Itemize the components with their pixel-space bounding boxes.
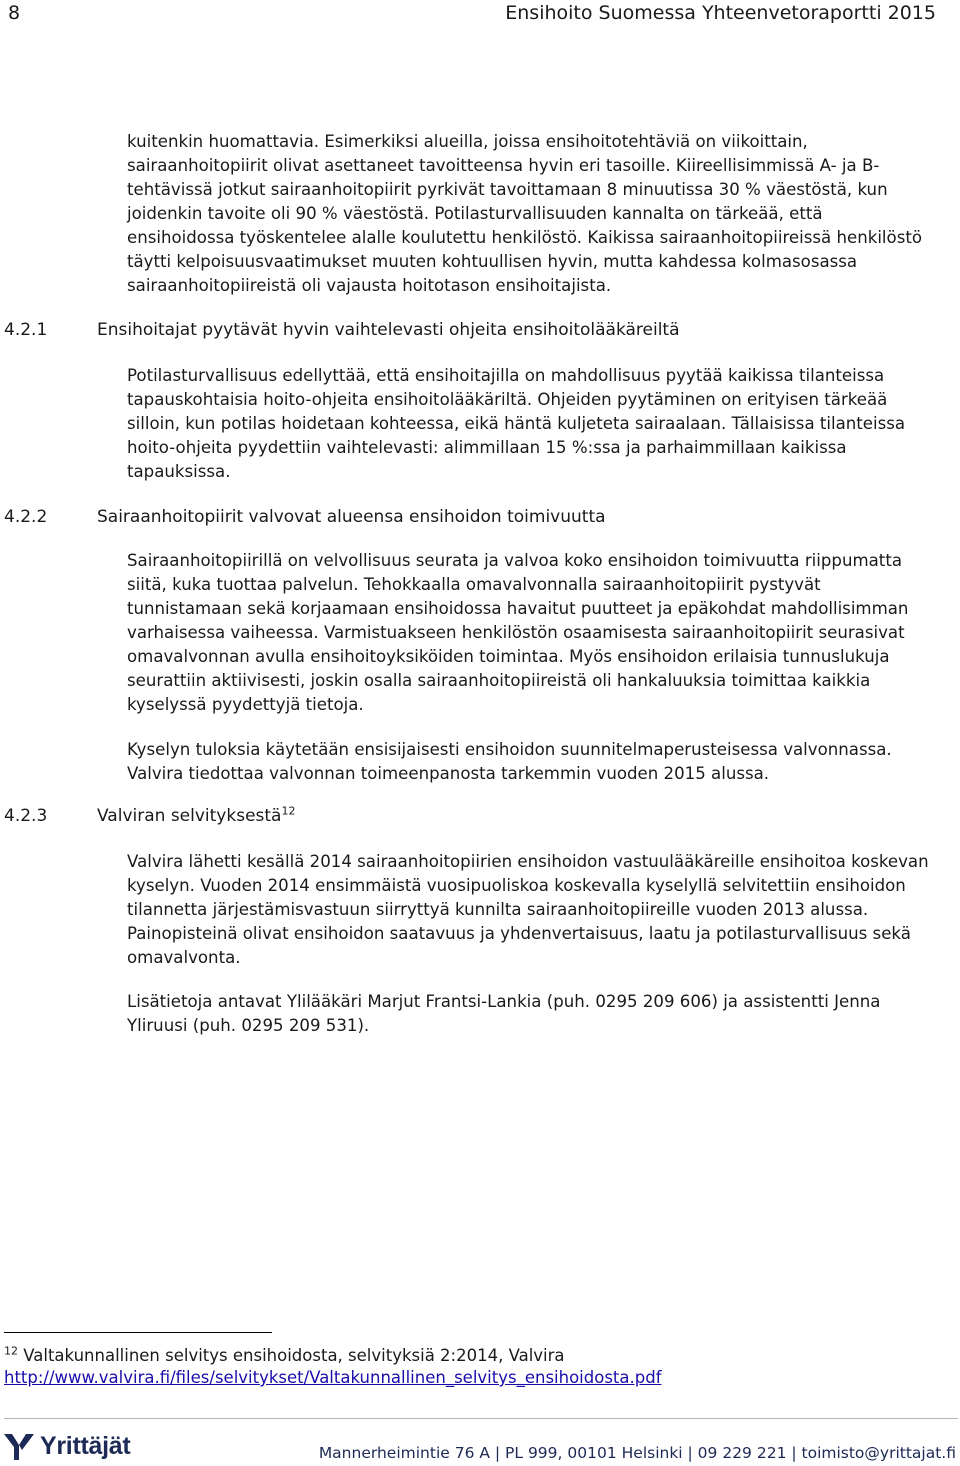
footnote-link[interactable]: http://www.valvira.fi/files/selvitykset/Valtakunnallinen_selvitys_ensihoidosta.pdf	[4, 1368, 662, 1387]
section-title: Valviran selvityksestä	[97, 806, 282, 826]
section-number: 4.2.2	[4, 507, 48, 527]
yrittajat-logo	[4, 1428, 130, 1464]
page-number: 8	[8, 2, 21, 24]
footnote-text: Valtakunnallinen selvitys ensihoidosta, selvityksiä 2:2014, Valvira	[23, 1346, 565, 1365]
section-4-2-2-paragraph-2: Kyselyn tuloksia käytetään ensisijaisesti ensihoidon suunnitelmaperusteisessa valvonnassa. Valvira tiedottaa valvonnan toimeenpanosta tarkemmin vuoden 2015 alussa.	[127, 740, 892, 783]
section-number: 4.2.1	[4, 320, 48, 340]
yrittajat-logo-icon	[4, 1431, 34, 1461]
footnote-text-line	[4, 1345, 662, 1367]
intro-paragraph: kuitenkin huomattavia. Esimerkiksi alueilla, joissa ensihoitotehtäviä on viikoittain, sairaanhoitopiirit olivat asettaneet tavoitteensa hyvin eri tasoille. Kiireellisimmissä A- ja B-tehtävissä jotkut sairaanhoitopiirit pyrkivät tavoittamaan 8 minuutissa 30 % väestöstä, kun joidenkin tavoite oli 90 % väestöstä. Potilasturvallisuuden kannalta on tärkeää, että ensihoidossa työskentelee alalle koulutettu henkilöstö. Kaikissa sairaanhoitopiireissä henkilöstö täytti kelpoisuusvaatimukset muuten kohtuullisen hyvin, mutta kahdessa kolmasosassa sairaanhoitopiireistä oli vajausta hoitotason ensihoitajista.	[127, 132, 922, 295]
section-title-wrapper	[97, 804, 295, 828]
logo-wordmark: Yrittäjät	[40, 1431, 131, 1460]
footnote-separator	[4, 1332, 272, 1333]
section-4-2-1-paragraph: Potilasturvallisuus edellyttää, että ensihoitajilla on mahdollisuus pyytää kaikissa tilanteissa tapauskohtaisia hoito-ohjeita ensihoitolääkäriltä. Ohjeiden pyytäminen on erityisen tärkeää silloin, kun potilas hoidetaan kohteessa, eikä häntä kuljeteta sairaalaan. Tällaisissa tilanteissa hoito-ohjeita pyydettiin vaihtelevasti: alimmillaan 15 %:ssa ja parhaimmillaan kaikissa tapauksissa.	[127, 366, 906, 481]
section-4-2-2-paragraph-1: Sairaanhoitopiirillä on velvollisuus seurata ja valvoa koko ensihoidon toimivuutta riippumatta siitä, kuka tuottaa palvelun. Tehokkaalla omavalvonnalla sairaanhoitopiirit pystyvät tunnistamaan sekä korjaamaan ensihoidossa havaitut puutteet ja epäkohdat mahdollisimman varhaisessa vaiheessa. Varmistuakseen henkilöstön osaamisesta sairaanhoitopiirit seurasivat omavalvonnan avulla ensihoitoyksiköiden toimintaa. Myös ensihoidon erilaisia tunnuslukuja seurattiin aktiivisesti, joskin osalla sairaanhoitopiireistä oli hankaluuksia toimittaa kaikkia kyselyssä pyydettyjä tietoja.	[127, 551, 909, 714]
section-4-2-3-paragraph-1: Valvira lähetti kesällä 2014 sairaanhoitopiirien ensihoidon vastuulääkäreille ensihoitoa koskevan kyselyn. Vuoden 2014 ensimmäistä vuosipuoliskoa koskevalla kyselyllä selvitettiin ensihoidon tilannetta järjestämisvastuun siirryttyä kunnilta sairaanhoitopiireille vuoden 2013 alussa. Painopisteinä olivat ensihoidon saatavuus ja yhdenvertaisuus, laatu ja potilasturvallisuus sekä omavalvonta.	[127, 852, 929, 967]
footnote	[4, 1345, 662, 1389]
section-number: 4.2.3	[4, 806, 48, 826]
section-title: Ensihoitajat pyytävät hyvin vaihtelevasti ohjeita ensihoitolääkäreiltä	[97, 320, 680, 340]
section-4-2-3-paragraph-2: Lisätietoja antavat Ylilääkäri Marjut Frantsi-Lankia (puh. 0295 209 606) ja assistentti Jenna Yliruusi (puh. 0295 209 531).	[127, 992, 881, 1035]
running-header-title: Ensihoito Suomessa Yhteenvetoraportti 2015	[505, 2, 936, 24]
footnote-marker: 12	[4, 1344, 18, 1358]
footer-contact-info: Mannerheimintie 76 A | PL 999, 00101 Helsinki | 09 229 221 | toimisto@yrittajat.fi	[318, 1444, 956, 1462]
footnote-reference[interactable]: 12	[281, 804, 296, 818]
footer-divider	[4, 1418, 958, 1419]
section-title: Sairaanhoitopiirit valvovat alueensa ensihoidon toimivuutta	[97, 507, 606, 527]
